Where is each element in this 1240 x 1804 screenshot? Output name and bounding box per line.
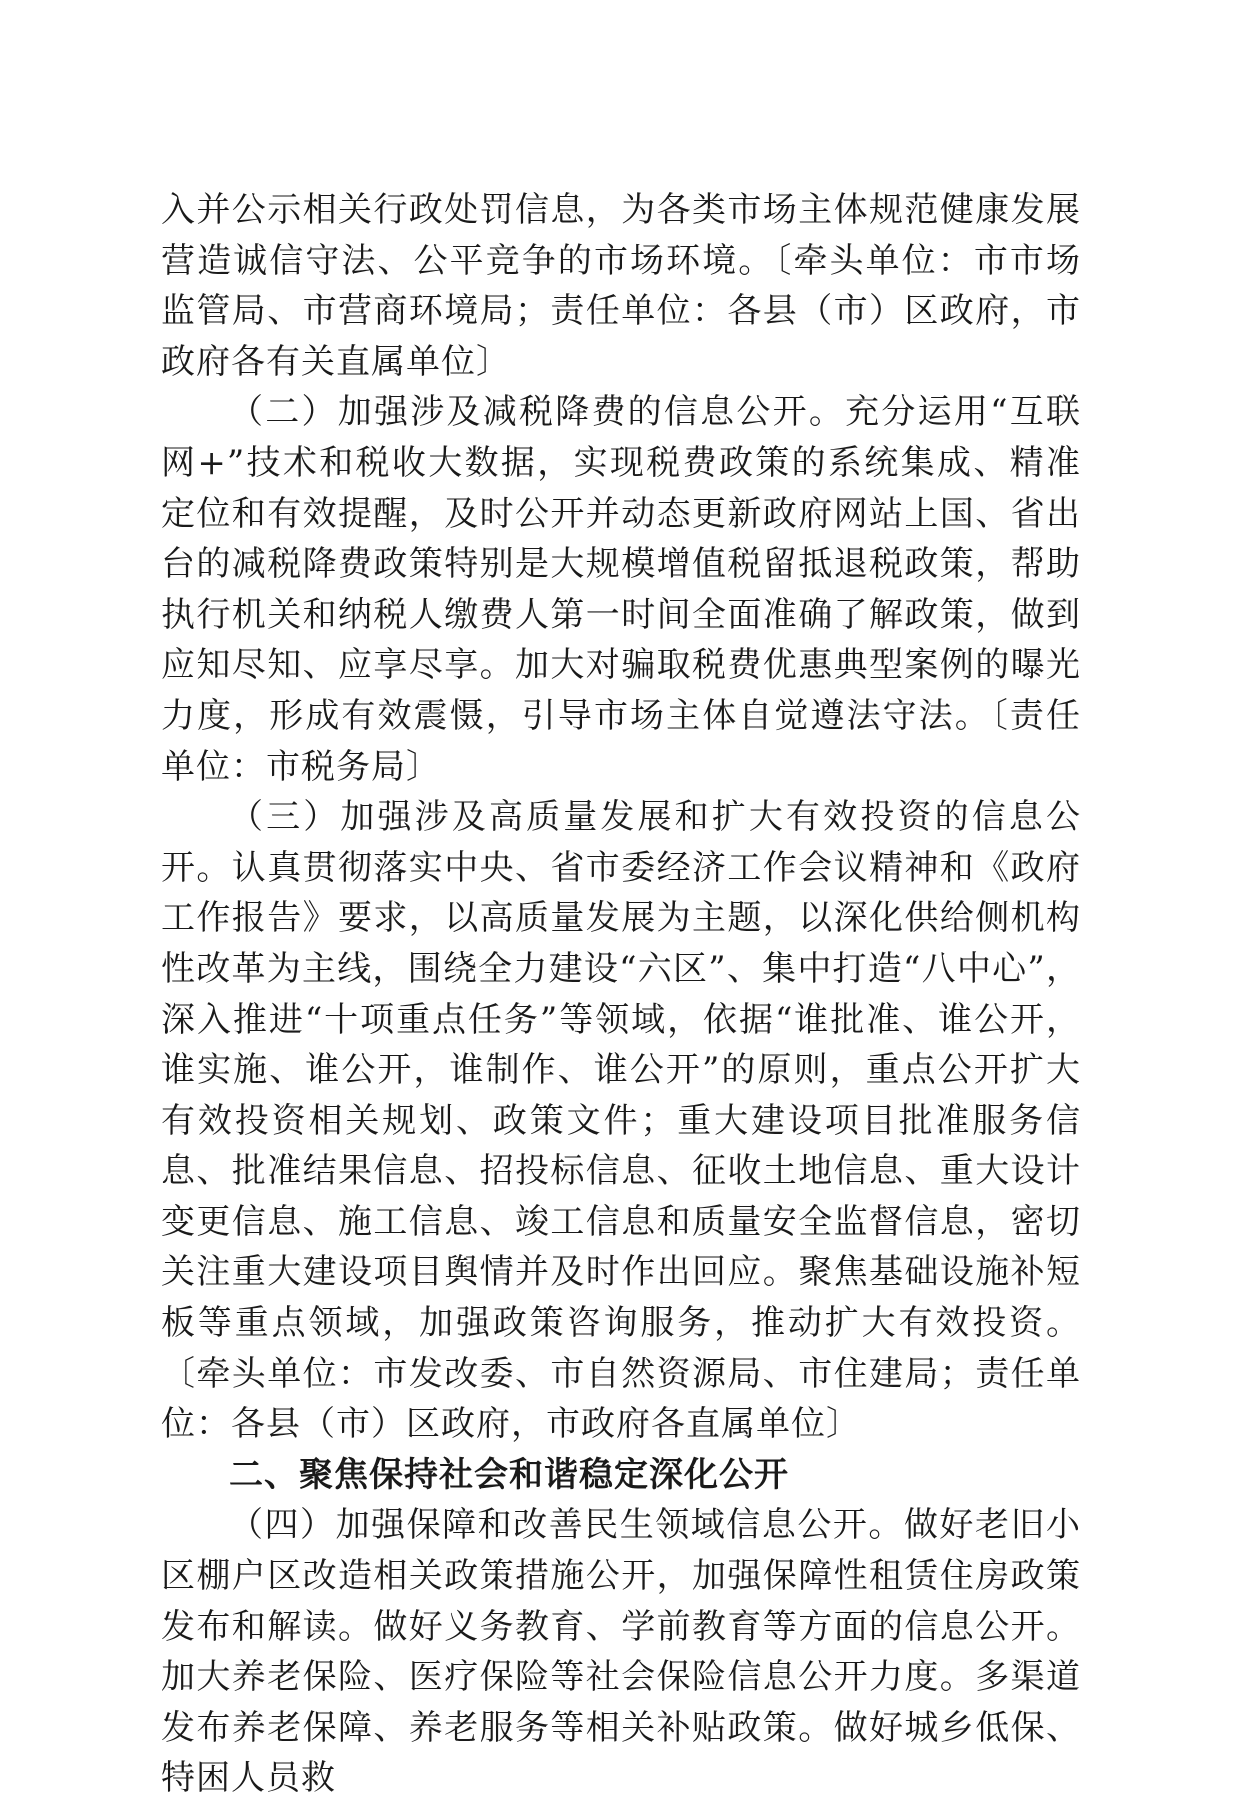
paragraph-livelihood: （四）加强保障和改善民生领域信息公开。做好老旧小区棚户区改造相关政策措施公开，加强保障性租赁住房政策发布和解读。做好义务教育、学前教育等方面的信息公开。加大养老保险、医疗保险等社会保险信息公开力度。多渠道发布养老保障、养老服务等相关补贴政策。做好城乡低保、特困人员救: [161, 1505, 1081, 1799]
paragraph-high-quality-development: （三）加强涉及高质量发展和扩大有效投资的信息公开。认真贯彻落实中央、省市委经济工作会议精神和《政府工作报告》要求，以高质量发展为主题，以深化供给侧机构性改革为主线，围绕全力建设“六区”、集中打造“八中心”，深入推进“十项重点任务”等领域，依据“谁批准、谁公开，谁实施、谁公开，谁制作、谁公开”的原则，重点公开扩大有效投资相关规划、政策文件；重大建设项目批准服务信息、批准结果信息、招投标信息、征收土地信息、重大设计变更信息、施工信息、竣工信息和质量安全监督信息，密切关注重大建设项目舆情并及时作出回应。聚焦基础设施补短板等重点领域，加强政策咨询服务，推动扩大有效投资。〔牵头单位：市发改委、市自然资源局、市住建局；责任单位：各县（市）区政府，市政府各直属单位〕: [161, 797, 1081, 1445]
paragraph-market-supervision: 入并公示相关行政处罚信息，为各类市场主体规范健康发展营造诚信守法、公平竞争的市场环境。〔牵头单位：市市场监管局、市营商环境局；责任单位：各县（市）区政府，市政府各有关直属单位〕: [161, 190, 1081, 382]
document-body: [161, 185, 1081, 1804]
section-heading: 二、聚焦保持社会和谐稳定深化公开: [229, 1454, 789, 1495]
paragraph-tax-reduction: （二）加强涉及减税降费的信息公开。充分运用“互联网+”技术和税收大数据，实现税费政策的系统集成、精准定位和有效提醒，及时公开并动态更新政府网站上国、省出台的减税降费政策特别是大规模增值税留抵退税政策，帮助执行机关和纳税人缴费人第一时间全面准确了解政策，做到应知尽知、应享尽享。加大对骗取税费优惠典型案例的曝光力度，形成有效震慑，引导市场主体自觉遵法守法。〔责任单位：市税务局〕: [161, 392, 1081, 787]
